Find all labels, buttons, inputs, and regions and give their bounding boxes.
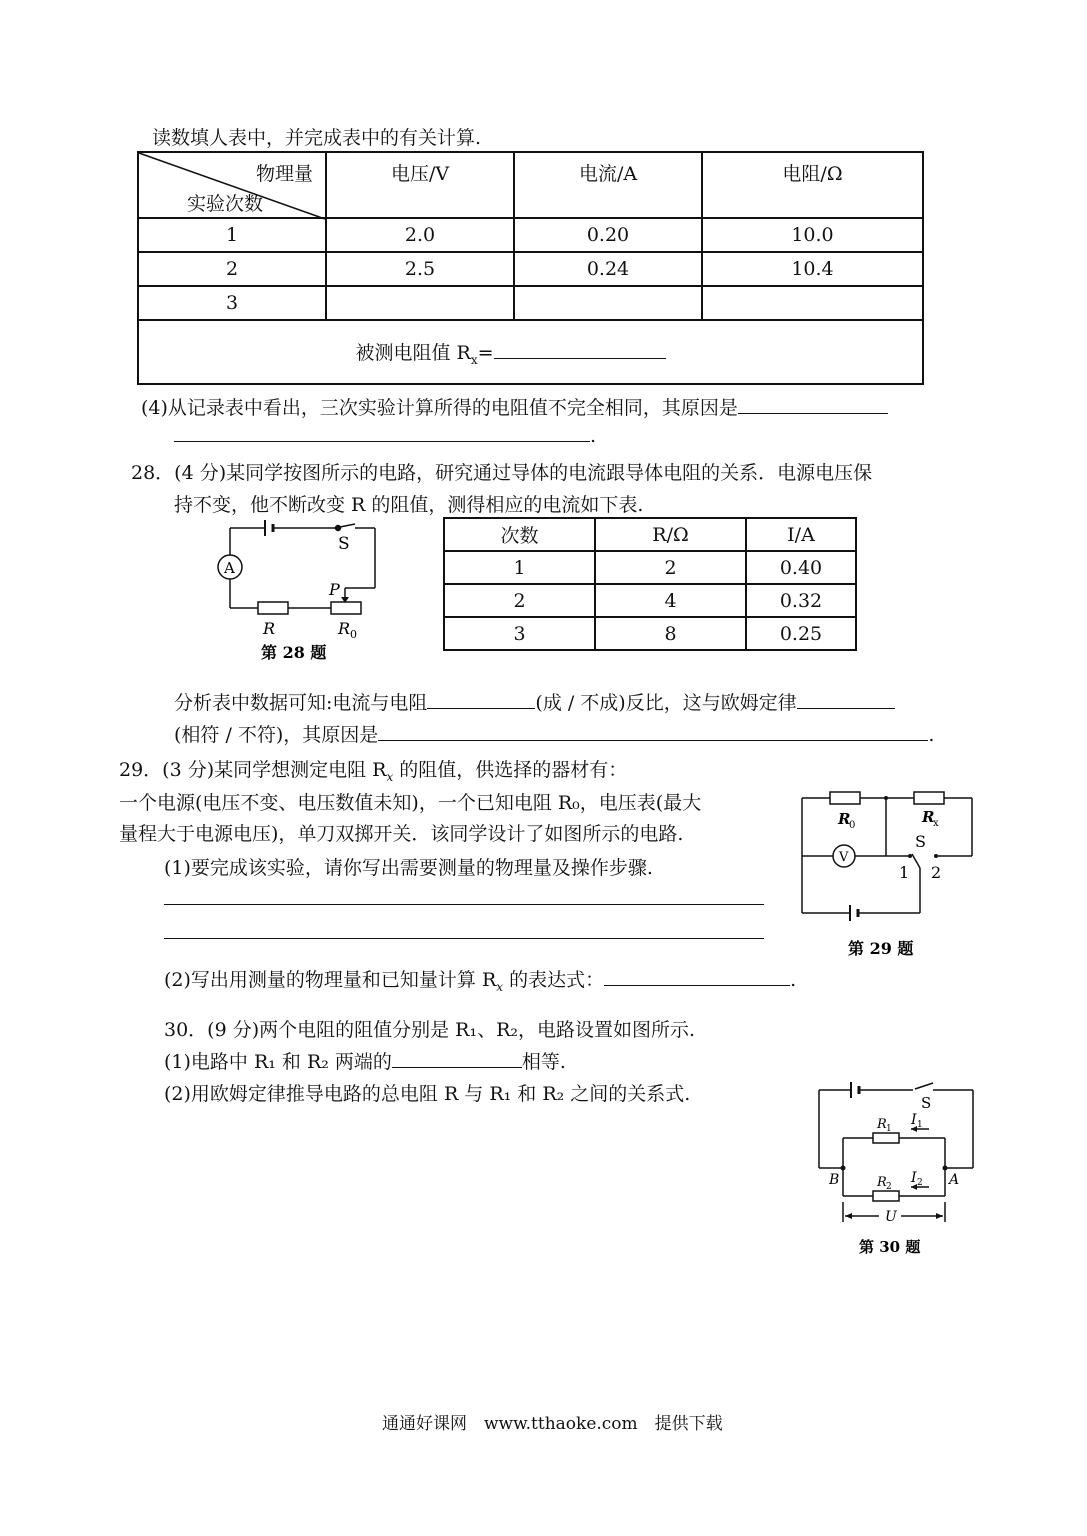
header-voltage: 电压/V — [326, 152, 514, 218]
q27-part4-text: (4)从记录表中看出，三次实验计算所得的电阻值不完全相同，其原因是 — [141, 397, 738, 419]
q29-blank-expression[interactable] — [604, 985, 790, 986]
q29-part2-text: (2)写出用测量的物理量和已知量计算 R — [164, 969, 497, 991]
header-current: I/A — [746, 518, 856, 551]
page-footer: 通通好课网 www.tthaoke.com 提供下载 — [382, 1414, 723, 1434]
r1-sub-label: 1 — [886, 1124, 892, 1134]
q30-part1-b: 相等. — [521, 1051, 566, 1073]
table-cell: 2.5 — [326, 252, 514, 286]
table-cell: 0.32 — [746, 584, 856, 617]
q28-blank-1[interactable] — [427, 708, 535, 709]
table-cell: 0.25 — [746, 617, 856, 650]
corner-bottom-label: 实验次数 — [187, 193, 264, 215]
q29-answer-line-2[interactable] — [164, 924, 764, 939]
table-cell: 2 — [444, 584, 595, 617]
table-row — [444, 617, 856, 650]
corner-top-label: 物理量 — [255, 163, 313, 185]
voltage-u-label: U — [885, 1209, 897, 1225]
q29-line1 — [119, 755, 627, 784]
q28-analysis-line2: (相符 / 不符)，其原因是 . — [174, 724, 935, 746]
rx-answer-blank[interactable] — [494, 358, 666, 359]
q28-analysis-line1 — [174, 688, 895, 715]
table-cell: 0.24 — [514, 252, 702, 286]
q29-line2: 一个电源(电压不变、电压数值未知)，一个已知电阻 R₀，电压表(最大 — [119, 792, 702, 814]
footer-eq: = — [477, 341, 494, 364]
footer-label: 被测电阻值 R — [355, 341, 471, 364]
figure-28-caption: 第 28 题 — [261, 643, 327, 662]
figure-29-caption: 第 29 题 — [848, 939, 914, 958]
figure-30-caption: 第 30 题 — [859, 1238, 921, 1256]
table-cell: 2 — [595, 551, 746, 584]
i2-sub-label: 2 — [917, 1178, 923, 1188]
pos2-label: 2 — [931, 863, 942, 882]
r0-sub-label: 0 — [350, 628, 357, 641]
table-row — [138, 252, 923, 286]
rx-sub-label: x — [933, 818, 939, 829]
switch-label: S — [915, 832, 926, 851]
q28-line1: 28．(4 分)某同学按图所示的电路，研究通过导体的电流跟导体电阻的关系．电源电压保 — [131, 462, 873, 484]
i1-sub-label: 1 — [917, 1120, 923, 1130]
header-current: 电流/A — [514, 152, 702, 218]
q27-part4 — [141, 393, 888, 420]
q28-data-table — [443, 517, 857, 651]
q28-blank-3[interactable] — [378, 740, 928, 741]
q28-analysis-b: (成 / 不成)反比，这与欧姆定律 — [535, 692, 797, 714]
footer-sub: x — [470, 352, 478, 367]
q27-part4-line2: . — [174, 425, 596, 447]
table-cell — [702, 286, 923, 320]
q29-line1-sub: x — [386, 769, 394, 784]
table-cell: 0.40 — [746, 551, 856, 584]
table-row — [444, 551, 856, 584]
table-cell: 1 — [138, 218, 326, 252]
table-cell: 8 — [595, 617, 746, 650]
intro-text: 读数填人表中，并完成表中的有关计算. — [152, 127, 482, 149]
switch-label: S — [921, 1094, 932, 1112]
header-resistance: 电阻/Ω — [702, 152, 923, 218]
table-cell: 10.4 — [702, 252, 923, 286]
node-a-label: A — [949, 1172, 960, 1188]
slider-label: P — [329, 580, 340, 599]
table-row — [444, 584, 856, 617]
rx-label: R — [922, 808, 935, 826]
switch-label: S — [338, 534, 350, 554]
r2-sub-label: 2 — [886, 1182, 892, 1192]
q29-part2: (2)写出用测量的物理量和已知量计算 $R_x$ 的表达式： . — [164, 969, 797, 994]
r-label: R — [263, 619, 276, 638]
table-cell: 2.0 — [326, 218, 514, 252]
header-resistance: R/Ω — [595, 518, 746, 551]
table-row — [138, 218, 923, 252]
q30-line1: 30．(9 分)两个电阻的阻值分别是 R₁、R₂，电路设置如图所示. — [164, 1019, 696, 1041]
q28-analysis-c: (相符 / 不符)，其原因是 — [174, 724, 379, 746]
figure-28-circuit — [205, 518, 395, 662]
r2-label: R — [877, 1175, 887, 1190]
i1-label: I — [911, 1112, 917, 1128]
q29-part2-sub: x — [496, 979, 504, 994]
q30-part1 — [164, 1047, 566, 1074]
q29-answer-line-1[interactable] — [164, 890, 764, 905]
q30-part1-a: (1)电路中 R₁ 和 R₂ 两端的 — [164, 1051, 392, 1073]
r0-sub-label: 0 — [849, 820, 856, 831]
q27-answer-blank-1[interactable] — [738, 413, 888, 414]
table-cell: 3 — [444, 617, 595, 650]
figure-30-circuit — [815, 1080, 985, 1260]
header-trial: 次数 — [444, 518, 595, 551]
measurement-table — [137, 151, 924, 385]
q28-blank-2[interactable] — [797, 708, 895, 709]
q28-line2: 持不变，他不断改变 R 的阻值，测得相应的电流如下表. — [174, 494, 644, 516]
table-footer-cell — [138, 320, 923, 384]
r0-label: R — [338, 619, 351, 638]
table-cell: 1 — [444, 551, 595, 584]
q27-answer-blank-2[interactable] — [174, 441, 590, 442]
r1-label: R — [877, 1117, 887, 1132]
voltmeter-label: V — [839, 850, 849, 865]
table-cell: 4 — [595, 584, 746, 617]
table-corner-cell — [138, 152, 326, 218]
pos1-label: 1 — [899, 863, 910, 882]
q29-line3: 量程大于电源电压)，单刀双掷开关．该同学设计了如图所示的电路. — [119, 823, 684, 845]
table-cell — [326, 286, 514, 320]
q29-part2-end: 的表达式： — [503, 969, 605, 991]
table-cell: 0.20 — [514, 218, 702, 252]
table-row — [138, 286, 923, 320]
i2-label: I — [911, 1170, 917, 1186]
ammeter-label: A — [224, 559, 235, 577]
q30-blank[interactable] — [392, 1067, 522, 1068]
table-cell — [514, 286, 702, 320]
q29-line1-end: 的阻值，供选择的器材有： — [393, 759, 628, 781]
table-cell: 10.0 — [702, 218, 923, 252]
table-cell: 2 — [138, 252, 326, 286]
q29-line1-text: 29．(3 分)某同学想测定电阻 R — [119, 759, 387, 781]
figure-29-circuit — [798, 788, 978, 958]
r0-label: R — [838, 810, 851, 828]
q29-part1: (1)要完成该实验，请你写出需要测量的物理量及操作步骤. — [164, 857, 653, 879]
node-b-label: B — [829, 1172, 840, 1188]
q28-analysis-a: 分析表中数据可知:电流与电阻 — [174, 692, 428, 714]
q30-part2: (2)用欧姆定律推导电路的总电阻 R 与 R₁ 和 R₂ 之间的关系式. — [164, 1083, 691, 1105]
table-cell: 3 — [138, 286, 326, 320]
